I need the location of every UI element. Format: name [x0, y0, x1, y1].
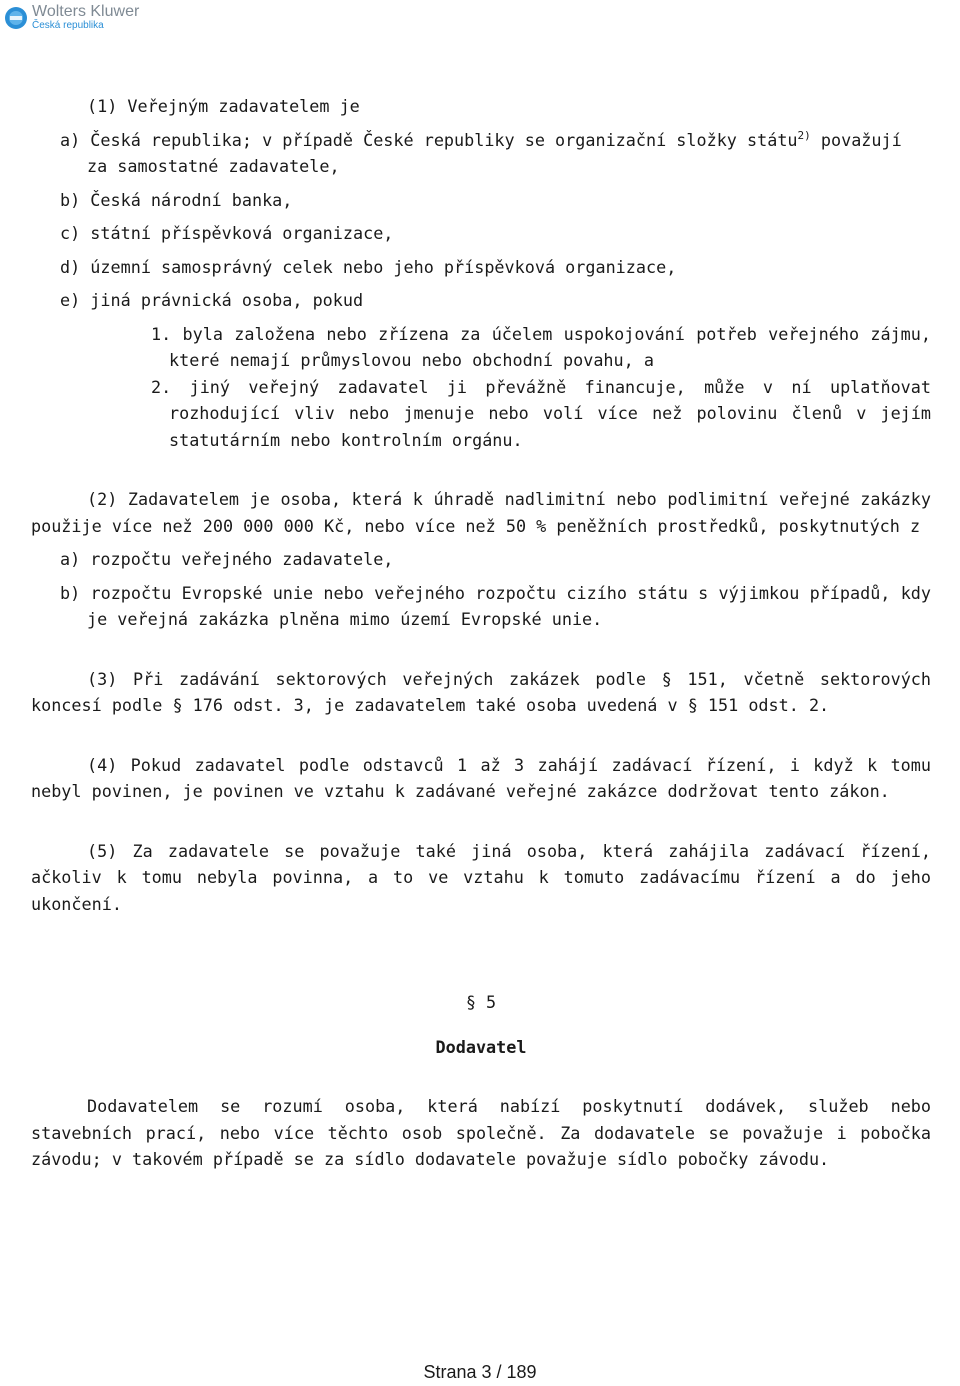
- para1-item-e2: 2. jiný veřejný zadavatel ji převážně financuje, může v ní uplatňovat rozhodující vliv nebo jmenuje nebo volí více než polovinu členů v jejím statutárním nebo kontrolním orgánu.: [151, 376, 931, 450]
- para2-text: (2) Zadavatelem je osoba, která k úhradě nadlimitní nebo podlimitní veřejné zakázky použije více než 200 000 000 Kč, nebo více než 50 % peněžních prostředků, poskytnutých z: [31, 489, 931, 536]
- brand-name: Wolters Kluwer: [32, 3, 140, 20]
- wolters-kluwer-logo-icon: [4, 6, 28, 30]
- para4: (4) Pokud zadavatel podle odstavců 1 až 3 zahájí zadávací řízení, i když k tomu nebyl povinen, je povinen ve vztahu k zadávané veřejné zakázce dodržovat tento zákon.: [31, 754, 931, 801]
- para1-item-a-text: a) Česká republika; v případě České republiky se organizační složky státu: [60, 129, 798, 150]
- para1-item-c: c) státní příspěvková organizace,: [60, 223, 394, 243]
- para1-item-a-cont: považují za samostatné zadavatele,: [87, 129, 902, 176]
- para1-intro: (1) Veřejným zadavatelem je: [87, 96, 360, 116]
- para2-item-b: b) rozpočtu Evropské unie nebo veřejného rozpočtu cizího státu s výjimkou případů, kdy je veřejná zakázka plněna mimo území Evropské unie.: [60, 582, 931, 629]
- section-title: Dodavatel: [435, 1036, 527, 1057]
- para3: (3) Při zadávání sektorových veřejných zakázek podle § 151, včetně sektorových koncesí podle § 176 odst. 3, je zadavatelem také osoba uvedená v § 151 odst. 2.: [31, 668, 931, 715]
- section-number: § 5: [465, 992, 497, 1012]
- publisher-logo: [4, 4, 139, 31]
- para1-item-b: b) Česká národní banka,: [60, 189, 293, 210]
- para1-item-e: e) jiná právnická osoba, pokud: [60, 290, 364, 310]
- para1-item-d: d) územní samosprávný celek nebo jeho příspěvková organizace,: [60, 256, 677, 277]
- para2-item-a: a) rozpočtu veřejného zadavatele,: [60, 549, 394, 569]
- document-body: [31, 93, 931, 1173]
- footnote-ref[interactable]: 2): [797, 128, 811, 142]
- para1-item-a: [31, 127, 931, 180]
- para5: (5) Za zadavatele se považuje také jiná osoba, která zahájila zadávací řízení, ačkoliv k tomu nebyla povinna, a to ve vztahu k tomuto zadávacímu řízení a do jeho ukončení.: [31, 840, 931, 914]
- brand-subtitle: Česká republika: [32, 20, 104, 31]
- dodavatel-definition: Dodavatelem se rozumí osoba, která nabízí poskytnutí dodávek, služeb nebo stavebních prací, nebo více těchto osob společně. Za dodavatele se považuje i pobočka závodu; v takovém případě se za sídlo dodavatele považuje sídlo pobočky závodu.: [31, 1096, 931, 1169]
- page-number: Strana 3 / 189: [423, 1362, 537, 1382]
- para1-item-e1: 1. byla založena nebo zřízena za účelem uspokojování potřeb veřejného zájmu, které nemají průmyslovou nebo obchodní povahu, a: [151, 323, 931, 370]
